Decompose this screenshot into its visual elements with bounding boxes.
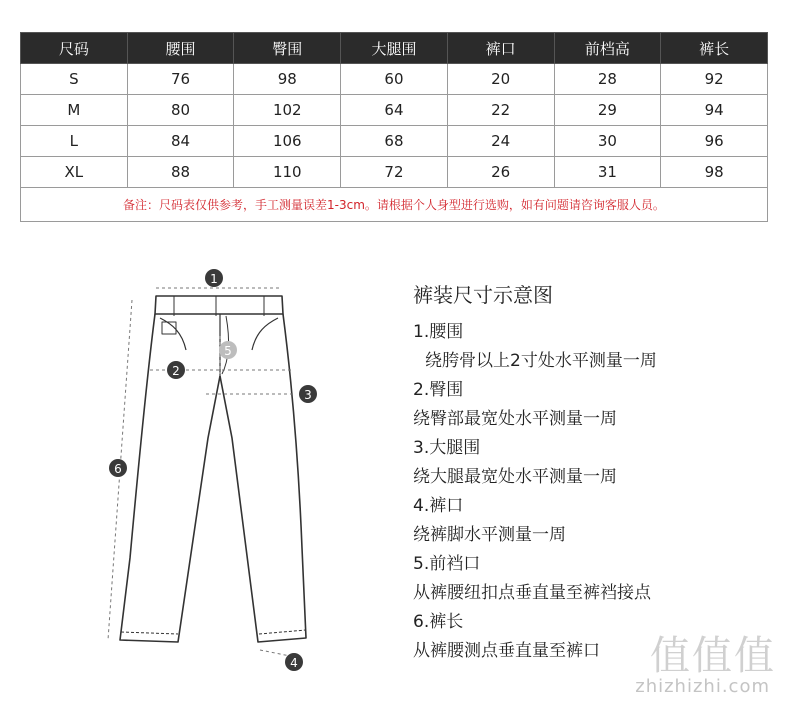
table-cell: L [21, 126, 128, 157]
guide-item-heading: 6.裤长 [413, 612, 464, 632]
guide-item-thigh [413, 434, 773, 492]
table-cell: 110 [234, 157, 341, 188]
svg-text:1: 1 [210, 272, 218, 286]
header-front-rise: 前档高 [554, 33, 661, 64]
header-hip: 臀围 [234, 33, 341, 64]
guide-item-desc: 从裤腰纽扣点垂直量至裤裆接点 [413, 583, 651, 603]
table-row [21, 95, 768, 126]
table-cell: 88 [127, 157, 234, 188]
table-cell: 24 [447, 126, 554, 157]
guide-item-heading: 3.大腿围 [413, 438, 481, 458]
table-cell: 98 [661, 157, 768, 188]
table-cell: 80 [127, 95, 234, 126]
svg-text:4: 4 [290, 656, 298, 670]
guide-item-desc: 绕裤脚水平测量一周 [413, 525, 566, 545]
marker-2 [167, 361, 185, 379]
table-cell: 29 [554, 95, 661, 126]
header-leg-opening: 裤口 [447, 33, 554, 64]
guide-item-front-rise [413, 550, 773, 608]
table-cell: 30 [554, 126, 661, 157]
table-row [21, 64, 768, 95]
table-cell: 96 [661, 126, 768, 157]
table-cell: 26 [447, 157, 554, 188]
guide-title: 裤装尺寸示意图 [413, 283, 553, 307]
size-table [20, 32, 768, 222]
table-cell: 72 [341, 157, 448, 188]
size-note: 备注：尺码表仅供参考，手工测量误差1-3cm。请根据个人身型进行选购，如有问题请咨询客服人员。 [21, 188, 768, 222]
header-length: 裤长 [661, 33, 768, 64]
guide-item-heading: 2.臀围 [413, 380, 464, 400]
guide-item-desc: 从裤腰测点垂直量至裤口 [413, 641, 600, 661]
table-cell: 84 [127, 126, 234, 157]
table-cell: 22 [447, 95, 554, 126]
table-cell: 92 [661, 64, 768, 95]
table-cell: 94 [661, 95, 768, 126]
header-thigh: 大腿围 [341, 33, 448, 64]
guide-item-heading: 1.腰围 [413, 322, 464, 342]
table-cell: 31 [554, 157, 661, 188]
measurement-lines [108, 288, 300, 658]
table-cell: 60 [341, 64, 448, 95]
table-row [21, 157, 768, 188]
header-waist: 腰围 [127, 33, 234, 64]
svg-text:3: 3 [304, 388, 312, 402]
svg-text:2: 2 [172, 364, 180, 378]
guide-item-waist [413, 318, 773, 376]
watermark-url: zhizhizhi.com [635, 676, 770, 697]
table-row [21, 126, 768, 157]
marker-6 [109, 459, 127, 477]
marker-5 [219, 341, 237, 359]
watermark-logo: 值值值 [650, 633, 776, 679]
table-cell: 106 [234, 126, 341, 157]
measurement-guide [413, 280, 773, 666]
svg-text:6: 6 [114, 462, 122, 476]
table-header-row [21, 33, 768, 64]
pants-outline [120, 296, 306, 642]
guide-item-desc: 绕大腿最宽处水平测量一周 [413, 467, 617, 487]
table-cell: XL [21, 157, 128, 188]
svg-text:5: 5 [224, 344, 232, 358]
table-note-row [21, 188, 768, 222]
table-cell: 102 [234, 95, 341, 126]
table-cell: S [21, 64, 128, 95]
guide-item-hip [413, 376, 773, 434]
table-cell: 28 [554, 64, 661, 95]
table-cell: 20 [447, 64, 554, 95]
marker-3 [299, 385, 317, 403]
guide-item-heading: 4.裤口 [413, 496, 464, 516]
header-size: 尺码 [21, 33, 128, 64]
guide-item-leg-opening [413, 492, 773, 550]
table-cell: 64 [341, 95, 448, 126]
table-cell: M [21, 95, 128, 126]
table-cell: 68 [341, 126, 448, 157]
pants-diagram [90, 258, 350, 678]
marker-4 [285, 653, 303, 671]
marker-1 [205, 269, 223, 287]
table-cell: 76 [127, 64, 234, 95]
guide-item-desc: 绕胯骨以上2寸处水平测量一周 [425, 351, 657, 371]
table-cell: 98 [234, 64, 341, 95]
guide-item-heading: 5.前裆口 [413, 554, 481, 574]
guide-item-desc: 绕臀部最宽处水平测量一周 [413, 409, 617, 429]
